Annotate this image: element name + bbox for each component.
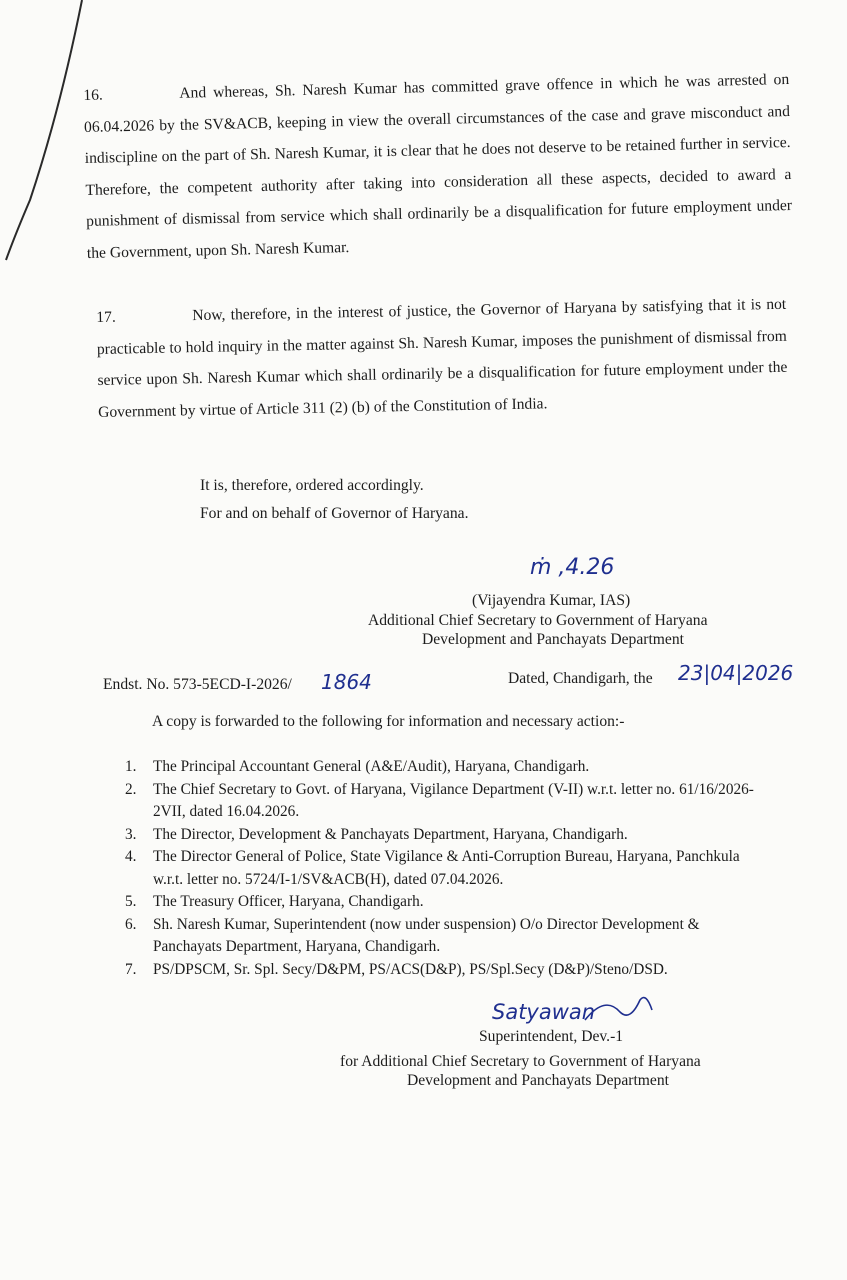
list-item-number: 3. bbox=[125, 825, 137, 843]
list-item-number: 4. bbox=[125, 848, 137, 865]
list-item-text: The Treasury Officer, Haryana, Chandigarh. bbox=[153, 893, 424, 910]
list-item-text: The Principal Accountant General (A&E/Audit), Haryana, Chandigarh. bbox=[153, 758, 590, 775]
list-item bbox=[125, 891, 765, 914]
list-item-text: The Chief Secretary to Govt. of Haryana, Vigilance Department (V-II) w.r.t. letter no. 61/16/2026-2VII, dated 16.04.2026. bbox=[153, 780, 754, 820]
list-item-number: 2. bbox=[125, 780, 137, 798]
handwritten-initials: ṁ ,4.26 bbox=[530, 555, 615, 580]
second-signatory-line2: for Additional Chief Secretary to Government of Haryana bbox=[340, 1053, 701, 1070]
order-line-2: For and on behalf of Governor of Haryana. bbox=[200, 505, 469, 522]
paragraph-17-text: Now, therefore, in the interest of justice, the Governor of Haryana by satisfying that it is not practicable to hold inquiry in the matter against Sh. Naresh Kumar, imposes the punishment of dismissal from service upon Sh. Naresh Kumar which shall ordinarily be a disqualification for future employment under the Government by virtue of Article 311 (2) (b) of the Constitution of India. bbox=[96, 295, 788, 421]
list-item bbox=[125, 846, 765, 891]
endorsement-number-handwritten: 1864 bbox=[321, 670, 372, 694]
list-item bbox=[125, 914, 765, 959]
list-item-number: 1. bbox=[125, 758, 137, 775]
paragraph-16 bbox=[83, 64, 793, 269]
endorsement-label: Endst. No. 573-5ECD-I-2026/ bbox=[103, 676, 292, 693]
dated-label: Dated, Chandigarh, the bbox=[508, 670, 653, 687]
signatory-name: (Vijayendra Kumar, IAS) bbox=[472, 592, 631, 609]
list-item-number: 6. bbox=[125, 915, 137, 933]
list-item-number: 5. bbox=[125, 893, 137, 910]
list-item-text: The Director General of Police, State Vigilance & Anti-Corruption Bureau, Haryana, Panchkula w.r.t. letter no. 5724/I-1/SV&ACB(H), dated 07.04.2026. bbox=[153, 848, 740, 888]
list-item bbox=[125, 779, 765, 824]
list-item-text: PS/DPSCM, Sr. Spl. Secy/D&PM, PS/ACS(D&P), PS/Spl.Secy (D&P)/Steno/DSD. bbox=[153, 960, 668, 978]
handwritten-signature: Satyawan bbox=[492, 1000, 596, 1024]
date-handwritten: 23|04|2026 bbox=[678, 661, 794, 685]
list-item-text: Sh. Naresh Kumar, Superintendent (now under suspension) O/o Director Development & Panchayats Department, Haryana, Chandigarh. bbox=[153, 915, 700, 955]
signatory-designation: Additional Chief Secretary to Government of Haryana bbox=[368, 612, 708, 629]
list-item bbox=[125, 756, 765, 779]
list-item bbox=[125, 824, 765, 847]
paragraph-17 bbox=[96, 289, 788, 428]
list-item bbox=[125, 959, 765, 982]
copy-recipient-list bbox=[125, 756, 765, 981]
list-item-text: The Director, Development & Panchayats Department, Haryana, Chandigarh. bbox=[153, 825, 628, 843]
second-signatory-designation: Superintendent, Dev.-1 bbox=[479, 1028, 624, 1045]
signatory-department: Development and Panchayats Department bbox=[422, 631, 684, 648]
paragraph-16-number: 16. bbox=[83, 86, 104, 104]
paragraph-17-number: 17. bbox=[96, 308, 116, 326]
order-line-1: It is, therefore, ordered accordingly. bbox=[200, 477, 424, 494]
second-signatory-line3: Development and Panchayats Department bbox=[407, 1072, 669, 1089]
list-item-number: 7. bbox=[125, 960, 137, 978]
paragraph-16-text: And whereas, Sh. Naresh Kumar has committed grave offence in which he was arrested on 06.04.2026 by the SV&ACB, keeping in view the overall circumstances of the case and grave misconduct and indiscipline on the part of Sh. Naresh Kumar, it is clear that he does not deserve to be retained further in service. Therefore, the competent authority after taking into consideration all these aspects, decided to award a punishment of dismissal from service which shall ordinarily be a disqualification for future employment under the Government, upon Sh. Naresh Kumar. bbox=[83, 70, 793, 262]
copy-intro: A copy is forwarded to the following for information and necessary action:- bbox=[152, 713, 625, 730]
